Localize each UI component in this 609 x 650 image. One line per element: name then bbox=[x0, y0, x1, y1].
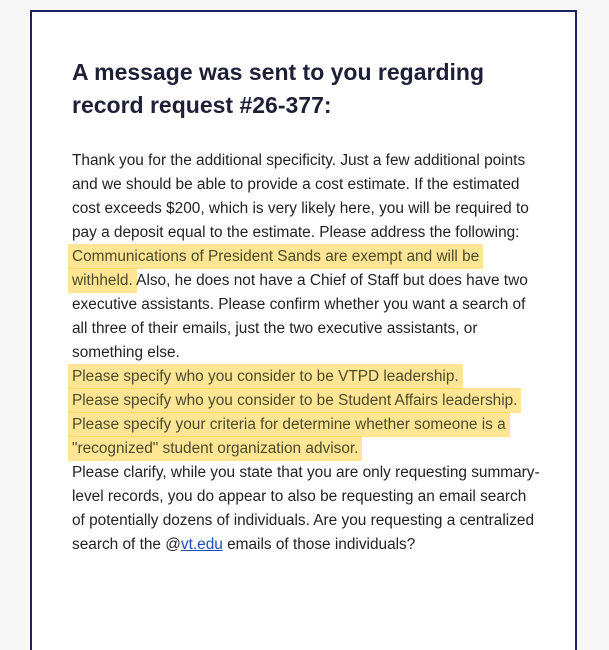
item-president-sands bbox=[72, 245, 542, 365]
item-president-sands-rest: Also, he does not have a Chief of Staff but does have two executive assistants. Please confirm whether you want a search of all three of their emails, just the two executive assistants, or something else. bbox=[72, 272, 528, 361]
highlighted-text: Please specify who you consider to be VTPD leadership. bbox=[72, 364, 459, 389]
message-heading: A message was sent to you regarding record request #26-377: bbox=[72, 59, 484, 118]
intro-paragraph: Thank you for the additional specificity. Just a few additional points and we should be able to provide a cost estimate. If the estimated cost exceeds $200, which is very likely here, you will be required to pay a deposit equal to the estimate. Please address the following: bbox=[72, 152, 529, 241]
highlighted-text: Please specify who you consider to be Student Affairs leadership. bbox=[72, 388, 517, 413]
message-body bbox=[72, 149, 542, 557]
closing-text-end: emails of those individuals? bbox=[222, 536, 416, 553]
closing-paragraph bbox=[72, 461, 542, 557]
item-student-affairs-leadership bbox=[72, 389, 542, 413]
item-vtpd-leadership bbox=[72, 365, 542, 389]
item-org-advisor-criteria bbox=[72, 413, 542, 461]
highlighted-text: Please specify your criteria for determine whether someone is a "recognized" student organization advisor. bbox=[72, 412, 506, 461]
highlighted-text: Communications of President Sands are exempt and will be withheld. bbox=[72, 244, 479, 293]
message-card bbox=[30, 10, 577, 650]
closing-text: Please clarify, while you state that you are only requesting summary-level records, you do appear to also be requesting an email search of potentially dozens of individuals. Are you requesting a centralized search of the @ bbox=[72, 464, 540, 553]
vt-edu-link[interactable]: vt.edu bbox=[180, 536, 223, 553]
